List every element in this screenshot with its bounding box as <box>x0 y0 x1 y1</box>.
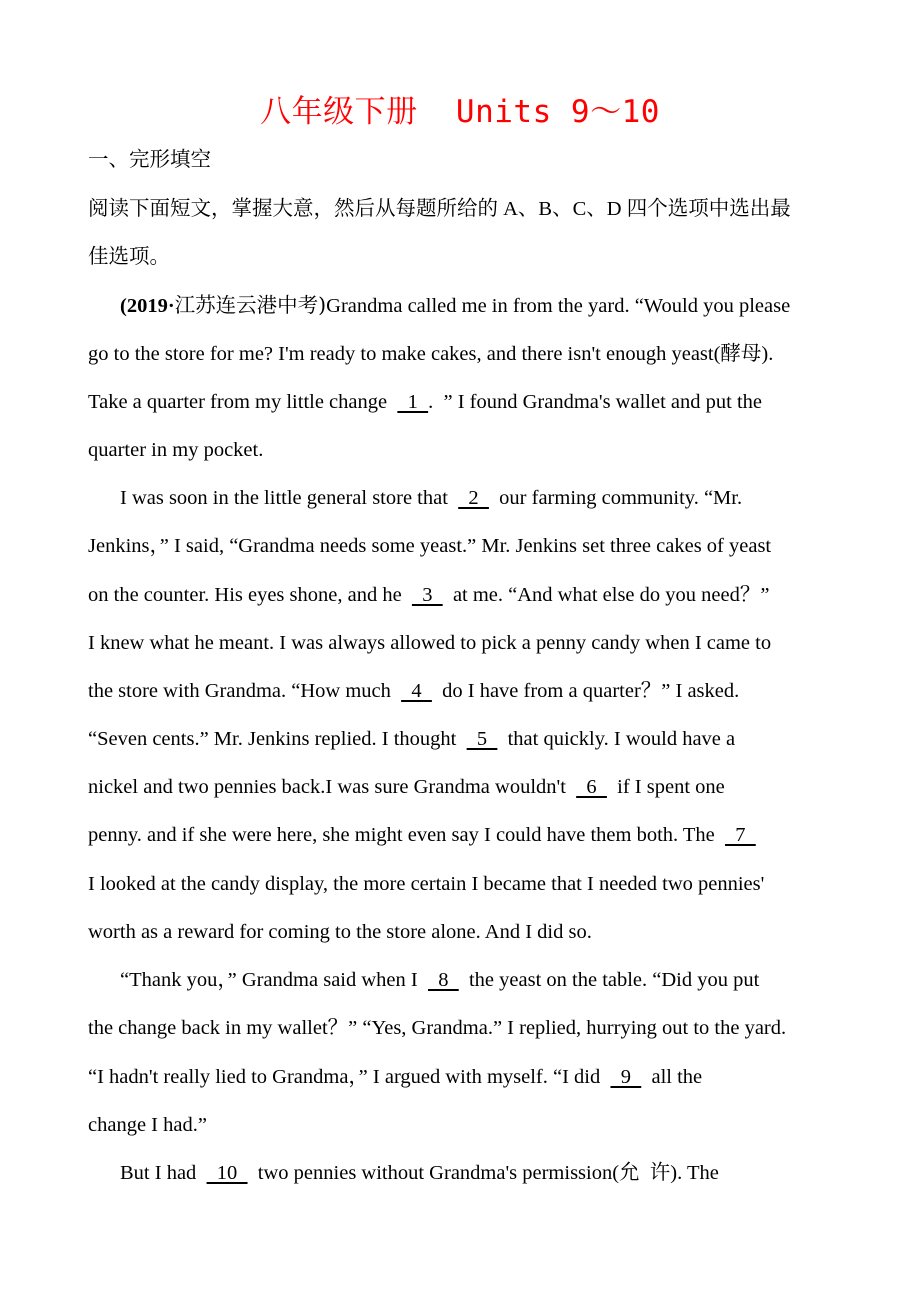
source-year: (2019· <box>120 295 175 317</box>
blank-3: 3 <box>411 584 443 606</box>
passage-text: Grandma called me in from the yard. “Would you please <box>326 295 791 317</box>
passage-text: nickel and two pennies back.I was sure Grandma wouldn't <box>88 776 577 798</box>
passage-line <box>120 281 880 329</box>
passage-line: the change back in my wallet？” “Yes, Grandma.” I replied, hurrying out to the yard. <box>88 1017 787 1039</box>
passage-text: “Seven cents.” Mr. Jenkins replied. I thought <box>88 728 467 750</box>
passage-line <box>88 811 848 859</box>
passage-line <box>88 763 848 811</box>
passage-line: change I had.” <box>88 1114 207 1136</box>
passage-text: the store with Grandma. “How much <box>88 680 402 702</box>
passage-text: if I spent one <box>606 776 725 798</box>
passage-text: two pennies without Grandma's permission(允 许). The <box>247 1162 719 1184</box>
passage-line: quarter in my pocket. <box>88 439 264 461</box>
passage-line: I looked at the candy display, the more certain I became that I needed two pennies' <box>88 873 765 895</box>
passage-line <box>88 571 848 619</box>
passage-text: I was soon in the little general store that <box>120 487 459 509</box>
passage-text: penny. and if she were here, she might even say I could have them both. The <box>88 824 726 846</box>
passage-text: on the counter. His eyes shone, and he <box>88 584 412 606</box>
passage-text: our farming community. “Mr. <box>488 487 743 509</box>
passage-line <box>120 956 880 1004</box>
document-title: 八年级下册 Units 9～10 <box>260 94 660 130</box>
passage-line <box>88 667 848 715</box>
instructions-line-1: 阅读下面短文，掌握大意，然后从每题所给的 A、B、C、D 四个选项中选出最 <box>88 198 791 220</box>
passage-line <box>120 474 880 522</box>
blank-4: 4 <box>401 680 432 702</box>
passage-line: Jenkins，” I said, “Grandma needs some yeast.” Mr. Jenkins set three cakes of yeast <box>88 535 772 557</box>
passage-text: the yeast on the table. “Did you put <box>458 969 760 991</box>
passage-text: that quickly. I would have a <box>497 728 736 750</box>
blank-2: 2 <box>458 487 489 509</box>
instructions-line-2: 佳选项。 <box>88 246 170 268</box>
blank-10: 10 <box>206 1162 248 1184</box>
passage-line <box>88 378 848 426</box>
passage-line: I knew what he meant. I was always allowed to pick a penny candy when I came to <box>88 632 772 654</box>
blank-8: 8 <box>427 969 459 991</box>
blank-5: 5 <box>466 728 498 750</box>
section-heading: 一、完形填空 <box>88 149 211 171</box>
passage-text: “I hadn't really lied to Grandma，” I argued with myself. “I did <box>88 1066 611 1088</box>
blank-7: 7 <box>725 824 756 846</box>
passage-line <box>88 715 848 763</box>
passage-line: worth as a reward for coming to the store alone. And I did so. <box>88 921 592 943</box>
source-exam: 江苏连云港中考) <box>174 293 327 317</box>
passage-text: all the <box>641 1066 703 1088</box>
passage-text: Take a quarter from my little change <box>88 391 398 413</box>
blank-1: 1 <box>397 391 429 413</box>
passage-text: . ” I found Grandma's wallet and put the <box>428 391 762 413</box>
passage-line <box>88 1053 848 1101</box>
passage-line: go to the store for me? I'm ready to make cakes, and there isn't enough yeast(酵母). <box>88 343 774 365</box>
passage-text: do I have from a quarter？” I asked. <box>431 680 740 702</box>
blank-9: 9 <box>610 1066 642 1088</box>
passage-text: But I had <box>120 1162 207 1184</box>
passage-text: at me. “And what else do you need？” <box>442 584 770 606</box>
blank-6: 6 <box>576 776 607 798</box>
passage-line <box>120 1149 880 1197</box>
passage-text: “Thank you，” Grandma said when I <box>120 969 428 991</box>
